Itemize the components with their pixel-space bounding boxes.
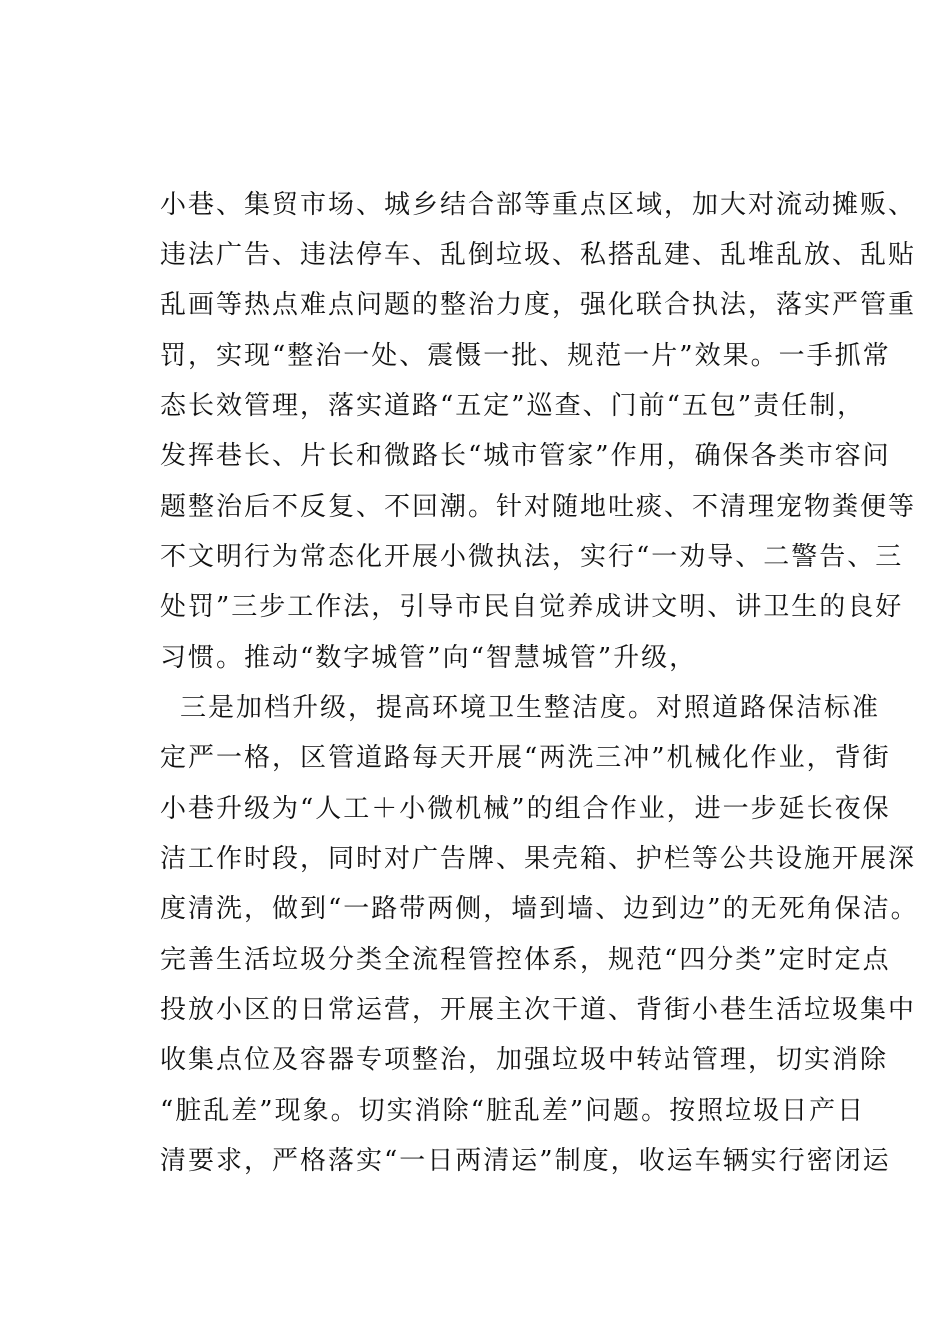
text-line: 不文明行为常态化开展小微执法，实行“一劝导、二警告、三 [160, 542, 904, 572]
text-line: “脏乱差”现象。切实消除“脏乱差”问题。按照垃圾日产日 [160, 1096, 866, 1126]
text-line: 清要求，严格落实“一日两清运”制度，收运车辆实行密闭运 [160, 1146, 891, 1176]
paragraph-first-line: 三是加档升级，提高环境卫生整洁度。对照道路保洁标准 [180, 693, 881, 723]
text-line: 发挥巷长、片长和微路长“城市管家”作用，确保各类市容问 [160, 441, 891, 471]
text-line: 乱画等热点难点问题的整治力度，强化联合执法，落实严管重 [160, 290, 917, 320]
text-line: 洁工作时段，同时对广告牌、果壳箱、护栏等公共设施开展深 [160, 844, 917, 874]
text-line: 收集点位及容器专项整治，加强垃圾中转站管理，切实消除 [160, 1045, 889, 1075]
text-line: 题整治后不反复、不回潮。针对随地吐痰、不清理宠物粪便等 [160, 492, 917, 522]
text-line: 处罚”三步工作法，引导市民自觉养成讲文明、讲卫生的良好 [160, 592, 904, 622]
text-line: 态长效管理，落实道路“五定”巡查、门前“五包”责任制， [160, 391, 866, 421]
text-line: 小巷、集贸市场、城乡结合部等重点区域，加大对流动摊贩、 [160, 190, 917, 220]
text-line: 投放小区的日常运营，开展主次干道、背街小巷生活垃圾集中 [160, 995, 917, 1025]
text-line: 罚，实现“整治一处、震慑一批、规范一片”效果。一手抓常 [160, 341, 891, 371]
text-line: 习惯。推动“数字城管”向“智慧城管”升级， [160, 643, 698, 673]
text-line: 违法广告、违法停车、乱倒垃圾、私搭乱建、乱堆乱放、乱贴 [160, 240, 917, 270]
text-line: 定严一格，区管道路每天开展“两洗三冲”机械化作业，背街 [160, 743, 891, 773]
text-line: 完善生活垃圾分类全流程管控体系，规范“四分类”定时定点 [160, 945, 891, 975]
text-line: 度清洗，做到“一路带两侧，墙到墙、边到边”的无死角保洁。 [160, 894, 919, 924]
text-line: 小巷升级为“人工＋小微机械”的组合作业，进一步延长夜保 [160, 794, 891, 824]
